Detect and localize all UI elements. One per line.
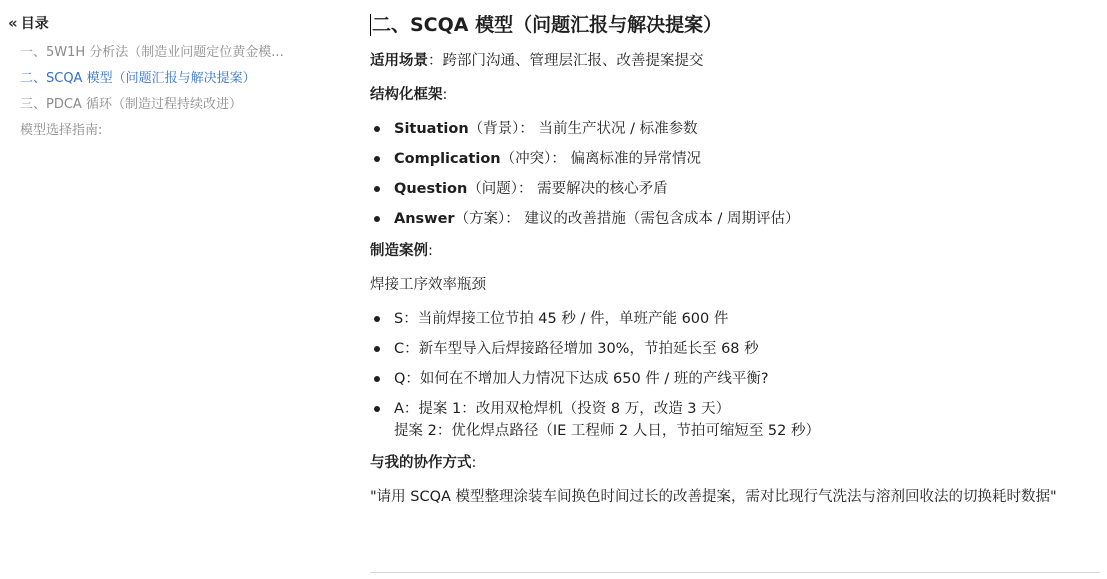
list-item bbox=[370, 208, 1100, 230]
list-item bbox=[370, 368, 1100, 390]
list-item bbox=[370, 118, 1100, 140]
case-line: A：提案 1：改用双枪焊机（投资 8 万，改造 3 天） bbox=[394, 401, 731, 417]
framework-colon: : bbox=[442, 87, 448, 103]
case-list bbox=[370, 308, 1100, 442]
usage-text: ：跨部门沟通、管理层汇报、改善提案提交 bbox=[428, 53, 704, 69]
toc-item-5w1h[interactable]: 一、5W1H 分析法（制造业问题定位黄金模... bbox=[20, 45, 284, 60]
framework-term: Question bbox=[394, 181, 468, 197]
case-label: 制造案例 bbox=[370, 243, 428, 259]
case-colon: : bbox=[428, 243, 433, 259]
collab-heading bbox=[370, 452, 1100, 474]
framework-term: Complication bbox=[394, 151, 501, 167]
framework-desc: （问题）： 需要解决的核心矛盾 bbox=[467, 181, 668, 197]
case-line: Q：如何在不增加人力情况下达成 650 件 / 班的产线平衡? bbox=[394, 371, 769, 387]
case-title: 焊接工序效率瓶颈 bbox=[370, 277, 486, 293]
usage-label: 适用场景 bbox=[370, 53, 428, 69]
toc-item-pdca[interactable]: 三、PDCA 循环（制造过程持续改进） bbox=[20, 97, 242, 112]
list-item bbox=[370, 398, 1100, 442]
divider bbox=[370, 572, 1100, 573]
list-item bbox=[370, 148, 1100, 170]
framework-term: Answer bbox=[394, 211, 455, 227]
list-item bbox=[370, 338, 1100, 360]
framework-heading bbox=[370, 84, 1100, 106]
toc-header bbox=[8, 12, 308, 34]
section-heading bbox=[370, 10, 1100, 40]
table-of-contents bbox=[8, 12, 308, 144]
usage-line bbox=[370, 50, 1100, 72]
toc-item-scqa[interactable]: 二、SCQA 模型（问题汇报与解决提案） bbox=[20, 71, 256, 86]
list-item bbox=[370, 178, 1100, 200]
case-heading bbox=[370, 240, 1100, 262]
collab-text: "请用 SCQA 模型整理涂装车间换色时间过长的改善提案，需对比现行气洗法与溶剂回收法的切换耗时数据" bbox=[370, 489, 1057, 505]
list-item bbox=[370, 308, 1100, 330]
toc-title: 目录 bbox=[20, 16, 49, 32]
framework-term: Situation bbox=[394, 121, 469, 137]
framework-desc: （方案）： 建议的改善措施（需包含成本 / 周期评估） bbox=[454, 211, 800, 227]
case-line: S：当前焊接工位节拍 45 秒 / 件，单班产能 600 件 bbox=[394, 311, 729, 327]
section-title: 二、SCQA 模型（问题汇报与解决提案） bbox=[372, 14, 723, 36]
framework-list bbox=[370, 118, 1100, 230]
article-content bbox=[370, 10, 1100, 508]
framework-desc: （背景）： 当前生产状况 / 标准参数 bbox=[468, 121, 698, 137]
case-line-2: 提案 2：优化焊点路径（IE 工程师 2 人日，节拍可缩短至 52 秒） bbox=[394, 423, 820, 439]
framework-label: 结构化框架 bbox=[370, 87, 443, 103]
collab-colon: : bbox=[471, 455, 477, 471]
case-line: C：新车型导入后焊接路径增加 30%，节拍延长至 68 秒 bbox=[394, 341, 759, 357]
toc-item-model-guide[interactable]: 模型选择指南: bbox=[20, 123, 103, 138]
framework-desc: （冲突）： 偏离标准的异常情况 bbox=[500, 151, 701, 167]
collab-label: 与我的协作方式 bbox=[370, 455, 472, 471]
text-cursor bbox=[370, 14, 371, 36]
collapse-toc-icon[interactable]: « bbox=[8, 14, 18, 32]
